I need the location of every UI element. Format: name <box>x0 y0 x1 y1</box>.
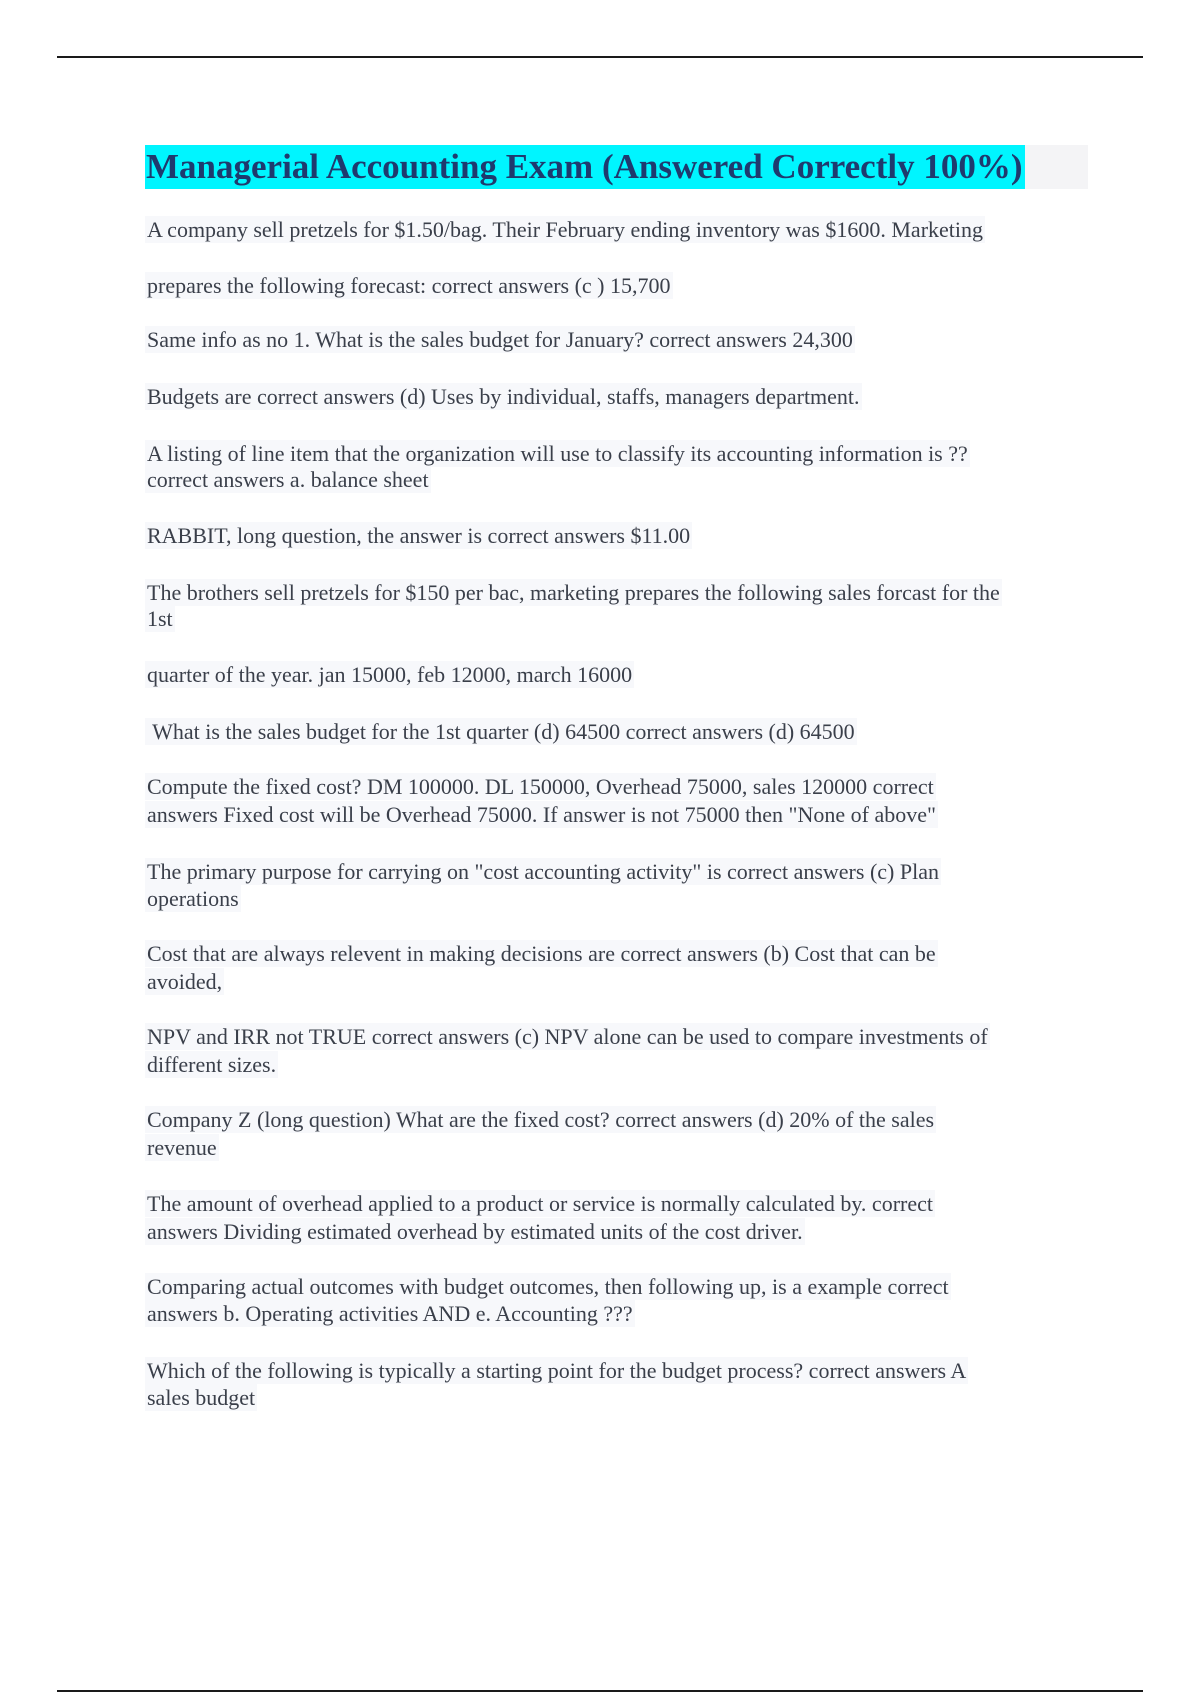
qa-line: Which of the following is typically a starting point for the budget process? correct answers A <box>147 1358 967 1383</box>
qa-line: answers b. Operating activities AND e. Accounting ??? <box>147 1301 633 1326</box>
title-block <box>145 145 1088 189</box>
qa-line: Same info as no 1. What is the sales budget for January? correct answers 24,300 <box>147 327 853 352</box>
qa-line: RABBIT, long question, the answer is correct answers $11.00 <box>147 523 691 548</box>
qa-line: revenue <box>147 1135 217 1160</box>
qa-line: answers Dividing estimated overhead by estimated units of the cost driver. <box>147 1219 803 1244</box>
qa-line: answers Fixed cost will be Overhead 75000. If answer is not 75000 then "None of above" <box>147 802 937 827</box>
qa-line: Comparing actual outcomes with budget outcomes, then following up, is a example correct <box>147 1274 949 1299</box>
qa-line: What is the sales budget for the 1st quarter (d) 64500 correct answers (d) 64500 <box>147 719 855 744</box>
qa-line: different sizes. <box>147 1052 277 1077</box>
qa-line: A listing of line item that the organization will use to classify its accounting information is ?? <box>147 441 968 466</box>
qa-line: Company Z (long question) What are the fixed cost? correct answers (d) 20% of the sales <box>147 1107 935 1132</box>
qa-line: prepares the following forecast: correct answers (c ) 15,700 <box>147 273 671 298</box>
qa-line: The primary purpose for carrying on "cost accounting activity" is correct answers (c) Plan <box>147 859 939 884</box>
document-title: Managerial Accounting Exam (Answered Correctly 100%) <box>145 145 1025 189</box>
page-bottom-rule <box>57 1690 1143 1692</box>
qa-line: NPV and IRR not TRUE correct answers (c) NPV alone can be used to compare investments of <box>147 1024 988 1049</box>
qa-line: sales budget <box>147 1385 256 1410</box>
qa-line: Budgets are correct answers (d) Uses by individual, staffs, managers department. <box>147 384 860 409</box>
qa-line: operations <box>147 886 239 911</box>
qa-line: Cost that are always relevent in making decisions are correct answers (b) Cost that can be <box>147 941 936 966</box>
qa-line: 1st <box>147 606 173 631</box>
qa-line: A company sell pretzels for $1.50/bag. Their February ending inventory was $1600. Marketing <box>147 217 984 242</box>
qa-line: quarter of the year. jan 15000, feb 12000, march 16000 <box>147 662 633 687</box>
qa-line: Compute the fixed cost? DM 100000. DL 150000, Overhead 75000, sales 120000 correct <box>147 774 934 799</box>
qa-line: avoided, <box>147 969 223 994</box>
qa-line: correct answers a. balance sheet <box>147 467 429 492</box>
qa-line: The brothers sell pretzels for $150 per bac, marketing prepares the following sales forcast for the <box>147 580 1000 605</box>
page-top-rule <box>57 56 1143 58</box>
qa-line: The amount of overhead applied to a product or service is normally calculated by. correct <box>147 1191 933 1216</box>
